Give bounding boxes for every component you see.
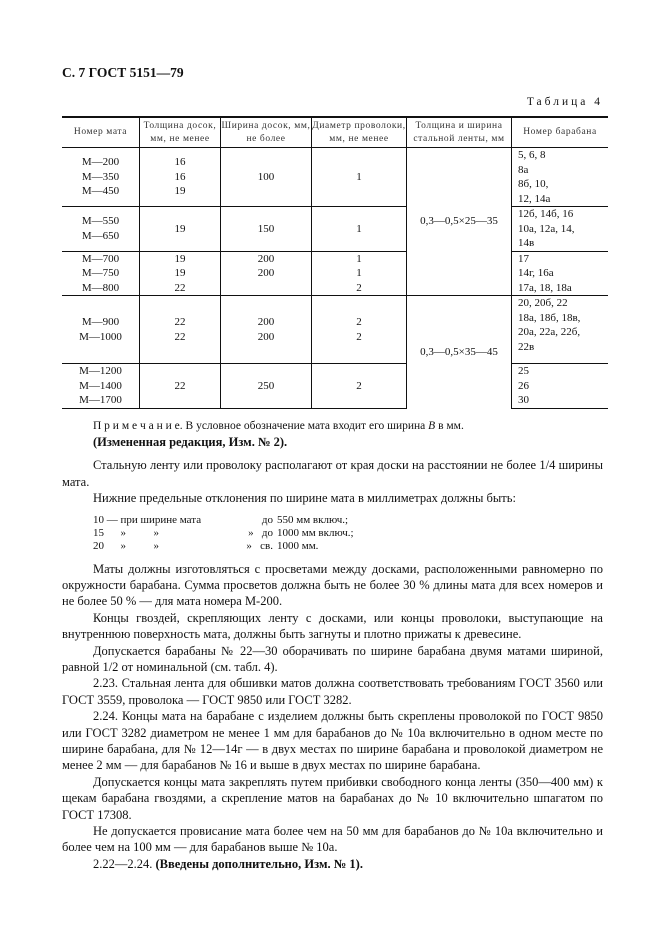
- column-header: Толщина досок, мм, не менее: [140, 117, 221, 148]
- cell-line: 20, 20б, 22: [518, 297, 568, 309]
- cell-line: М—550: [81, 215, 120, 228]
- table-row-group: [62, 251, 608, 296]
- cell-line: 1: [356, 222, 362, 235]
- paragraph: Стальную ленту или проволоку располагают от края доски на расстоянии не более 1/4 ширины мата.: [62, 458, 603, 489]
- paragraph: 2.23. Стальная лента для обшивки матов должна соответствовать требованиям ГОСТ 3560 или ГОСТ 3559, проволока — ГОСТ 9850 или ГОСТ 3282.: [62, 676, 603, 707]
- cell-line: 2: [356, 330, 362, 343]
- cell-line: 14в: [518, 237, 535, 249]
- cell-width: [221, 207, 312, 252]
- cell-line: 26: [518, 379, 529, 392]
- cell-diameter: [312, 296, 407, 364]
- cell-diameter: [312, 251, 407, 296]
- tolerance-row: [93, 514, 603, 527]
- note: [62, 418, 603, 434]
- cell-line: 25: [518, 365, 529, 377]
- tolerance-list: [93, 514, 603, 553]
- column-header: Номер барабана: [512, 117, 609, 148]
- cell-line: М—700: [81, 252, 120, 265]
- paragraph: Не допускается провисание мата более чем на 50 мм для барабанов до № 10а включительно и более чем на 100 мм — для барабанов выше № 10а.: [62, 824, 603, 855]
- cell-line: 22: [174, 330, 186, 343]
- cell-tape: 0,3—0,5×35—45: [407, 296, 512, 409]
- table-4: [62, 116, 608, 409]
- cell-diameter: [312, 364, 407, 409]
- cell-drums: [512, 207, 609, 252]
- cell-line: М—750: [81, 267, 120, 279]
- cell-line: 20а, 22а, 22б,: [518, 326, 581, 338]
- cell-line: 5, 6, 8: [518, 149, 546, 161]
- cell-drums: [512, 364, 609, 409]
- cell-thickness: [140, 148, 221, 207]
- table-header-row: [62, 117, 608, 148]
- cell-line: 12, 14а: [518, 192, 551, 205]
- cell-line: М—1700: [79, 394, 122, 406]
- paragraph: Концы гвоздей, скрепляющих ленту с досками, или концы проволоки, выступающие на внутреннюю поверхность мата, должны быть загнуты и плотно прижаты к древесине.: [62, 610, 603, 642]
- cell-line: 200: [257, 252, 275, 265]
- cell-line: 22: [174, 281, 186, 294]
- cell-line: 250: [257, 379, 275, 392]
- cell-line: [221, 281, 311, 296]
- cell-line: 22: [174, 316, 186, 328]
- column-header: Диаметр проволоки, мм, не менее: [312, 117, 407, 148]
- amendment-prefix: 2.22—2.24.: [93, 856, 156, 871]
- cell-width: [221, 296, 312, 364]
- cell-line: 1: [356, 252, 362, 265]
- cell-line: 2: [356, 281, 362, 294]
- cell-line: М—450: [81, 185, 120, 198]
- tolerance-cell: » св.: [246, 539, 273, 552]
- cell-tape: 0,3—0,5×25—35: [407, 148, 512, 296]
- cell-line: М—650: [81, 229, 120, 242]
- cell-line: М—800: [81, 281, 120, 294]
- page-header: С. 7 ГОСТ 5151—79: [62, 65, 184, 80]
- table-row-group: [62, 207, 608, 252]
- paragraph: Нижние предельные отклонения по ширине мата в миллиметрах должны быть:: [93, 491, 516, 506]
- cell-line: 16: [174, 170, 186, 183]
- tolerance-cell: » до: [248, 526, 273, 539]
- cell-diameter: [312, 148, 407, 207]
- cell-thickness: [140, 251, 221, 296]
- cell-thickness: [140, 296, 221, 364]
- cell-width: [221, 251, 312, 296]
- cell-line: 19: [174, 267, 186, 279]
- note-variable: B: [428, 419, 436, 432]
- note-label: П р и м е ч а н и е.: [93, 419, 183, 432]
- note-block: [62, 418, 603, 451]
- cell-line: 1: [356, 267, 362, 279]
- tolerance-cell: до: [261, 513, 273, 526]
- tolerance-cell: 1000 мм.: [277, 539, 319, 552]
- paragraph: Допускается концы мата закреплять путем прибивки свободного конца ленты (350—400 мм) к щекам барабана гвоздями, а скрепление матов на барабанах до № 10 включительно шпагатом по ГОСТ 17308.: [62, 774, 603, 822]
- cell-line: М—350: [81, 170, 120, 183]
- cell-mats: [62, 364, 140, 409]
- table-row-group: [62, 364, 608, 409]
- note-text: В условное обозначение мата входит его ширина: [182, 419, 429, 432]
- cell-line: М—1400: [79, 379, 122, 392]
- cell-line: М—1200: [79, 365, 122, 377]
- paragraph: Маты должны изготовляться с просветами между досками, расположенными равномерно по окружности барабана. Сумма просветов должна быть не более 30 % длины мата для всех номеров и не более 50 % — для мата номера М-200.: [62, 561, 603, 609]
- cell-thickness: [140, 364, 221, 409]
- cell-line: 14г, 16а: [518, 267, 554, 279]
- paragraph-amendment: [62, 856, 603, 872]
- cell-line: 100: [257, 170, 275, 183]
- tolerance-cell: 10 — при ширине мата: [93, 513, 202, 526]
- cell-line: 8а: [518, 163, 529, 176]
- cell-line: 19: [174, 222, 186, 235]
- table-row-group: [62, 148, 608, 207]
- table-row-group: [62, 296, 608, 364]
- cell-mats: [62, 207, 140, 252]
- cell-line: 2: [356, 379, 362, 392]
- paragraph: 2.24. Концы мата на барабане с изделием должны быть скреплены проволокой по ГОСТ 9850 или ГОСТ 3282 диаметром не менее 1 мм для барабанов до № 10а включительно в одном месте по ширине барабана, для № 12—14г — в двух местах по ширине барабана и проволокой диаметром не менее 2 мм — для барабанов № 16 и выше в двух местах по ширине барабана.: [62, 709, 603, 773]
- cell-line: 30: [518, 394, 529, 406]
- cell-line: М—1000: [79, 330, 122, 343]
- cell-line: 12б, 14б, 16: [518, 208, 574, 220]
- amendment-note: (Введены дополнительно, Изм. № 1).: [155, 856, 363, 871]
- cell-line: 19: [174, 185, 186, 198]
- note-end: в мм.: [435, 419, 464, 432]
- cell-line: 200: [257, 316, 275, 328]
- column-header: Номер мата: [62, 117, 140, 148]
- cell-line: 16: [174, 156, 186, 169]
- cell-drums: [512, 296, 609, 364]
- cell-width: [221, 364, 312, 409]
- cell-line: М—200: [81, 156, 120, 169]
- paragraph: Допускается барабаны № 22—30 оборачивать по ширине барабана двумя матами шириной, равной 1/2 от номинальной (см. табл. 4).: [62, 643, 603, 674]
- table-caption: Таблица 4: [526, 96, 603, 108]
- tolerance-cell: 20 » »: [93, 539, 159, 552]
- cell-line: 10а, 12а, 14,: [518, 222, 575, 235]
- tolerance-row: [93, 540, 603, 553]
- cell-diameter: [312, 207, 407, 252]
- cell-width: [221, 148, 312, 207]
- tolerance-cell: 550 мм включ.;: [277, 513, 349, 526]
- edit-2: (Измененная редакция, Изм. № 2).: [93, 434, 288, 449]
- cell-line: 18а, 18б, 18в,: [518, 311, 581, 324]
- tolerance-cell: 1000 мм включ.;: [277, 526, 354, 539]
- cell-line: 150: [257, 222, 275, 235]
- cell-line: 1: [356, 170, 362, 183]
- column-header: Толщина и ширина стальной ленты, мм: [407, 117, 512, 148]
- tolerance-row: [93, 527, 603, 540]
- tolerance-cell: 15 » »: [93, 526, 159, 539]
- page-body: [62, 116, 603, 872]
- cell-mats: [62, 148, 140, 207]
- cell-line: 200: [257, 330, 275, 343]
- column-header: Ширина досок, мм, не более: [221, 117, 312, 148]
- cell-line: 8б, 10,: [518, 178, 549, 190]
- cell-mats: [62, 251, 140, 296]
- cell-drums: [512, 251, 609, 296]
- cell-thickness: [140, 207, 221, 252]
- cell-line: 17а, 18, 18а: [518, 281, 572, 294]
- paragraphs-2: [62, 561, 603, 873]
- cell-line: 22: [174, 379, 186, 392]
- cell-drums: [512, 148, 609, 207]
- cell-line: М—900: [81, 316, 120, 328]
- cell-line: 200: [257, 267, 275, 279]
- paragraphs-1: [62, 457, 603, 506]
- cell-mats: [62, 296, 140, 364]
- cell-line: 2: [356, 316, 362, 328]
- cell-line: 17: [518, 252, 529, 265]
- cell-line: 22в: [518, 340, 535, 353]
- cell-line: 19: [174, 252, 186, 265]
